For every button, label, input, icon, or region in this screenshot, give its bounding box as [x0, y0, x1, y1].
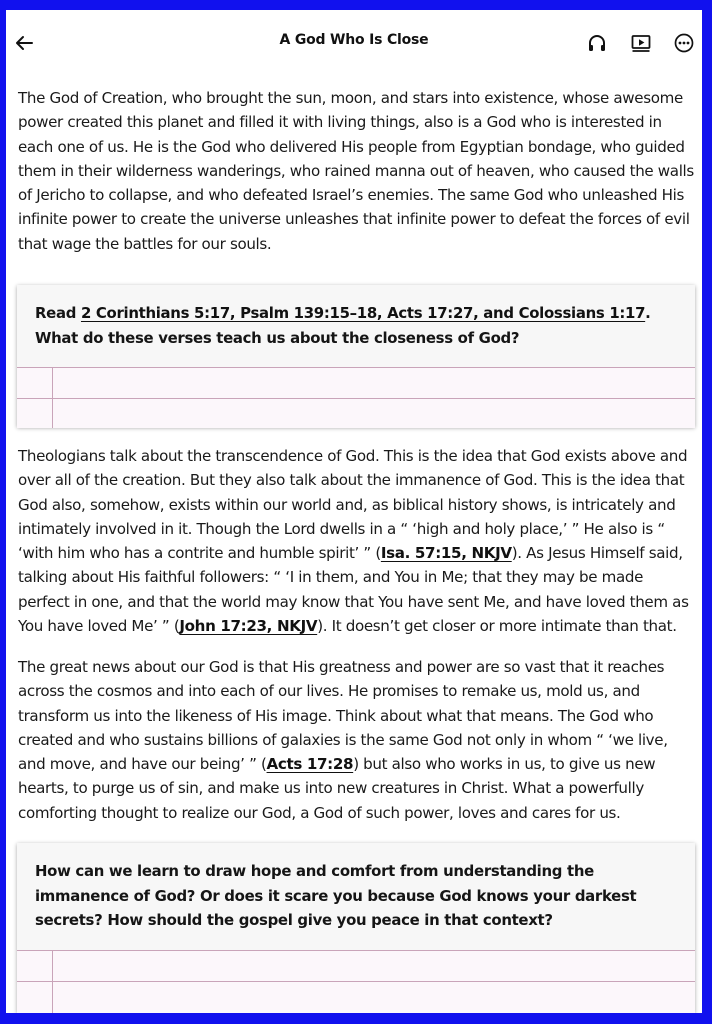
question-1-text	[35, 301, 675, 350]
paragraph-1: The God of Creation, who brought the sun, moon, and stars into existence, whose awesome power created this planet and filled it with living things, also is a God who is interested in each one of us. He is the God who delivered His people from Egyptian bondage, who guided them in their wilderness wanderings, who rained manna out of heaven, who caused the walls of Jericho to collapse, and who defeated Israel’s enemies. The same God who unleashed His infinite power to create the universe unleashes that infinite power to defeat the forces of evil that wage the battles for our souls.	[18, 89, 694, 253]
audio-button[interactable]	[585, 31, 609, 55]
more-options-button[interactable]	[672, 31, 696, 55]
answer-field-1[interactable]	[17, 367, 695, 428]
video-button[interactable]	[629, 31, 653, 55]
question-1-prefix: Read	[35, 304, 81, 322]
more-options-icon	[672, 31, 696, 55]
question-2-text: How can we learn to draw hope and comfort from understanding the immanence of God? Or does it scare you because God knows your darkest secrets? How should the gospel give you peace in that context?	[35, 862, 637, 929]
question-card-1	[17, 285, 695, 427]
paragraph-2-text-c: ). It doesn’t get closer or more intimate than that.	[317, 617, 677, 636]
top-app-bar	[6, 10, 702, 74]
paragraph-2-text-b: ). As Jesus Himself said, talking about His faithful followers: “ ‘I in them, and You in Me; that they may be made perfect in one, and that the world may know that You have sent Me, and have loved them as You have loved Me’ ” (	[18, 544, 689, 636]
answer-field-2[interactable]	[17, 950, 695, 1013]
paragraph-2-text-a: Theologians talk about the transcendence of God. This is the idea that God exists above and over all of the creation. But they also talk about the immanence of God. This is the idea that God also, somehow, exists within our world and, as biblical history shows, is intricately and intimately involved in it. Though the Lord dwells in a “ ‘high and holy place,’ ” He also is “ ‘with him who has a contrite and humble spirit’ ” (	[18, 447, 688, 563]
paragraph-3-text-a: The great news about our God is that His greatness and power are so vast that it reaches across the cosmos and into each of our lives. He promises to remake us, mold us, and transform us into the likeness of His image. Think about what that means. The God who created and who sustains billions of galaxies is the same God not only in whom “ ‘we live, and move, and have our being’ ” (	[18, 658, 668, 774]
play-video-icon	[629, 31, 653, 55]
paragraph-3-text-b: ) but also who works in us, to give us new hearts, to purge us of sin, and make us into new creatures in Christ. What a powerfully comforting thought to realize our God, a God of such power, loves and cares for us.	[18, 755, 656, 822]
question-1-suffix: . What do these verses teach us about the closeness of God?	[35, 304, 651, 347]
page-title: A God Who Is Close	[279, 32, 429, 48]
scripture-link-acts-17-28[interactable]: Acts 17:28	[266, 755, 354, 774]
paragraph-3	[18, 655, 694, 825]
question-card-2	[17, 843, 695, 1013]
screen	[6, 10, 702, 1013]
headphones-icon	[585, 31, 609, 55]
question-1-scripture-link[interactable]: 2 Corinthians 5:17, Psalm 139:15–18, Acts 17:27, and Colossians 1:17	[80, 304, 646, 322]
scripture-link-isa-57-15[interactable]: Isa. 57:15, NKJV	[380, 544, 512, 563]
scripture-link-john-17-23[interactable]: John 17:23, NKJV	[179, 617, 318, 636]
paragraph-2	[18, 444, 694, 638]
